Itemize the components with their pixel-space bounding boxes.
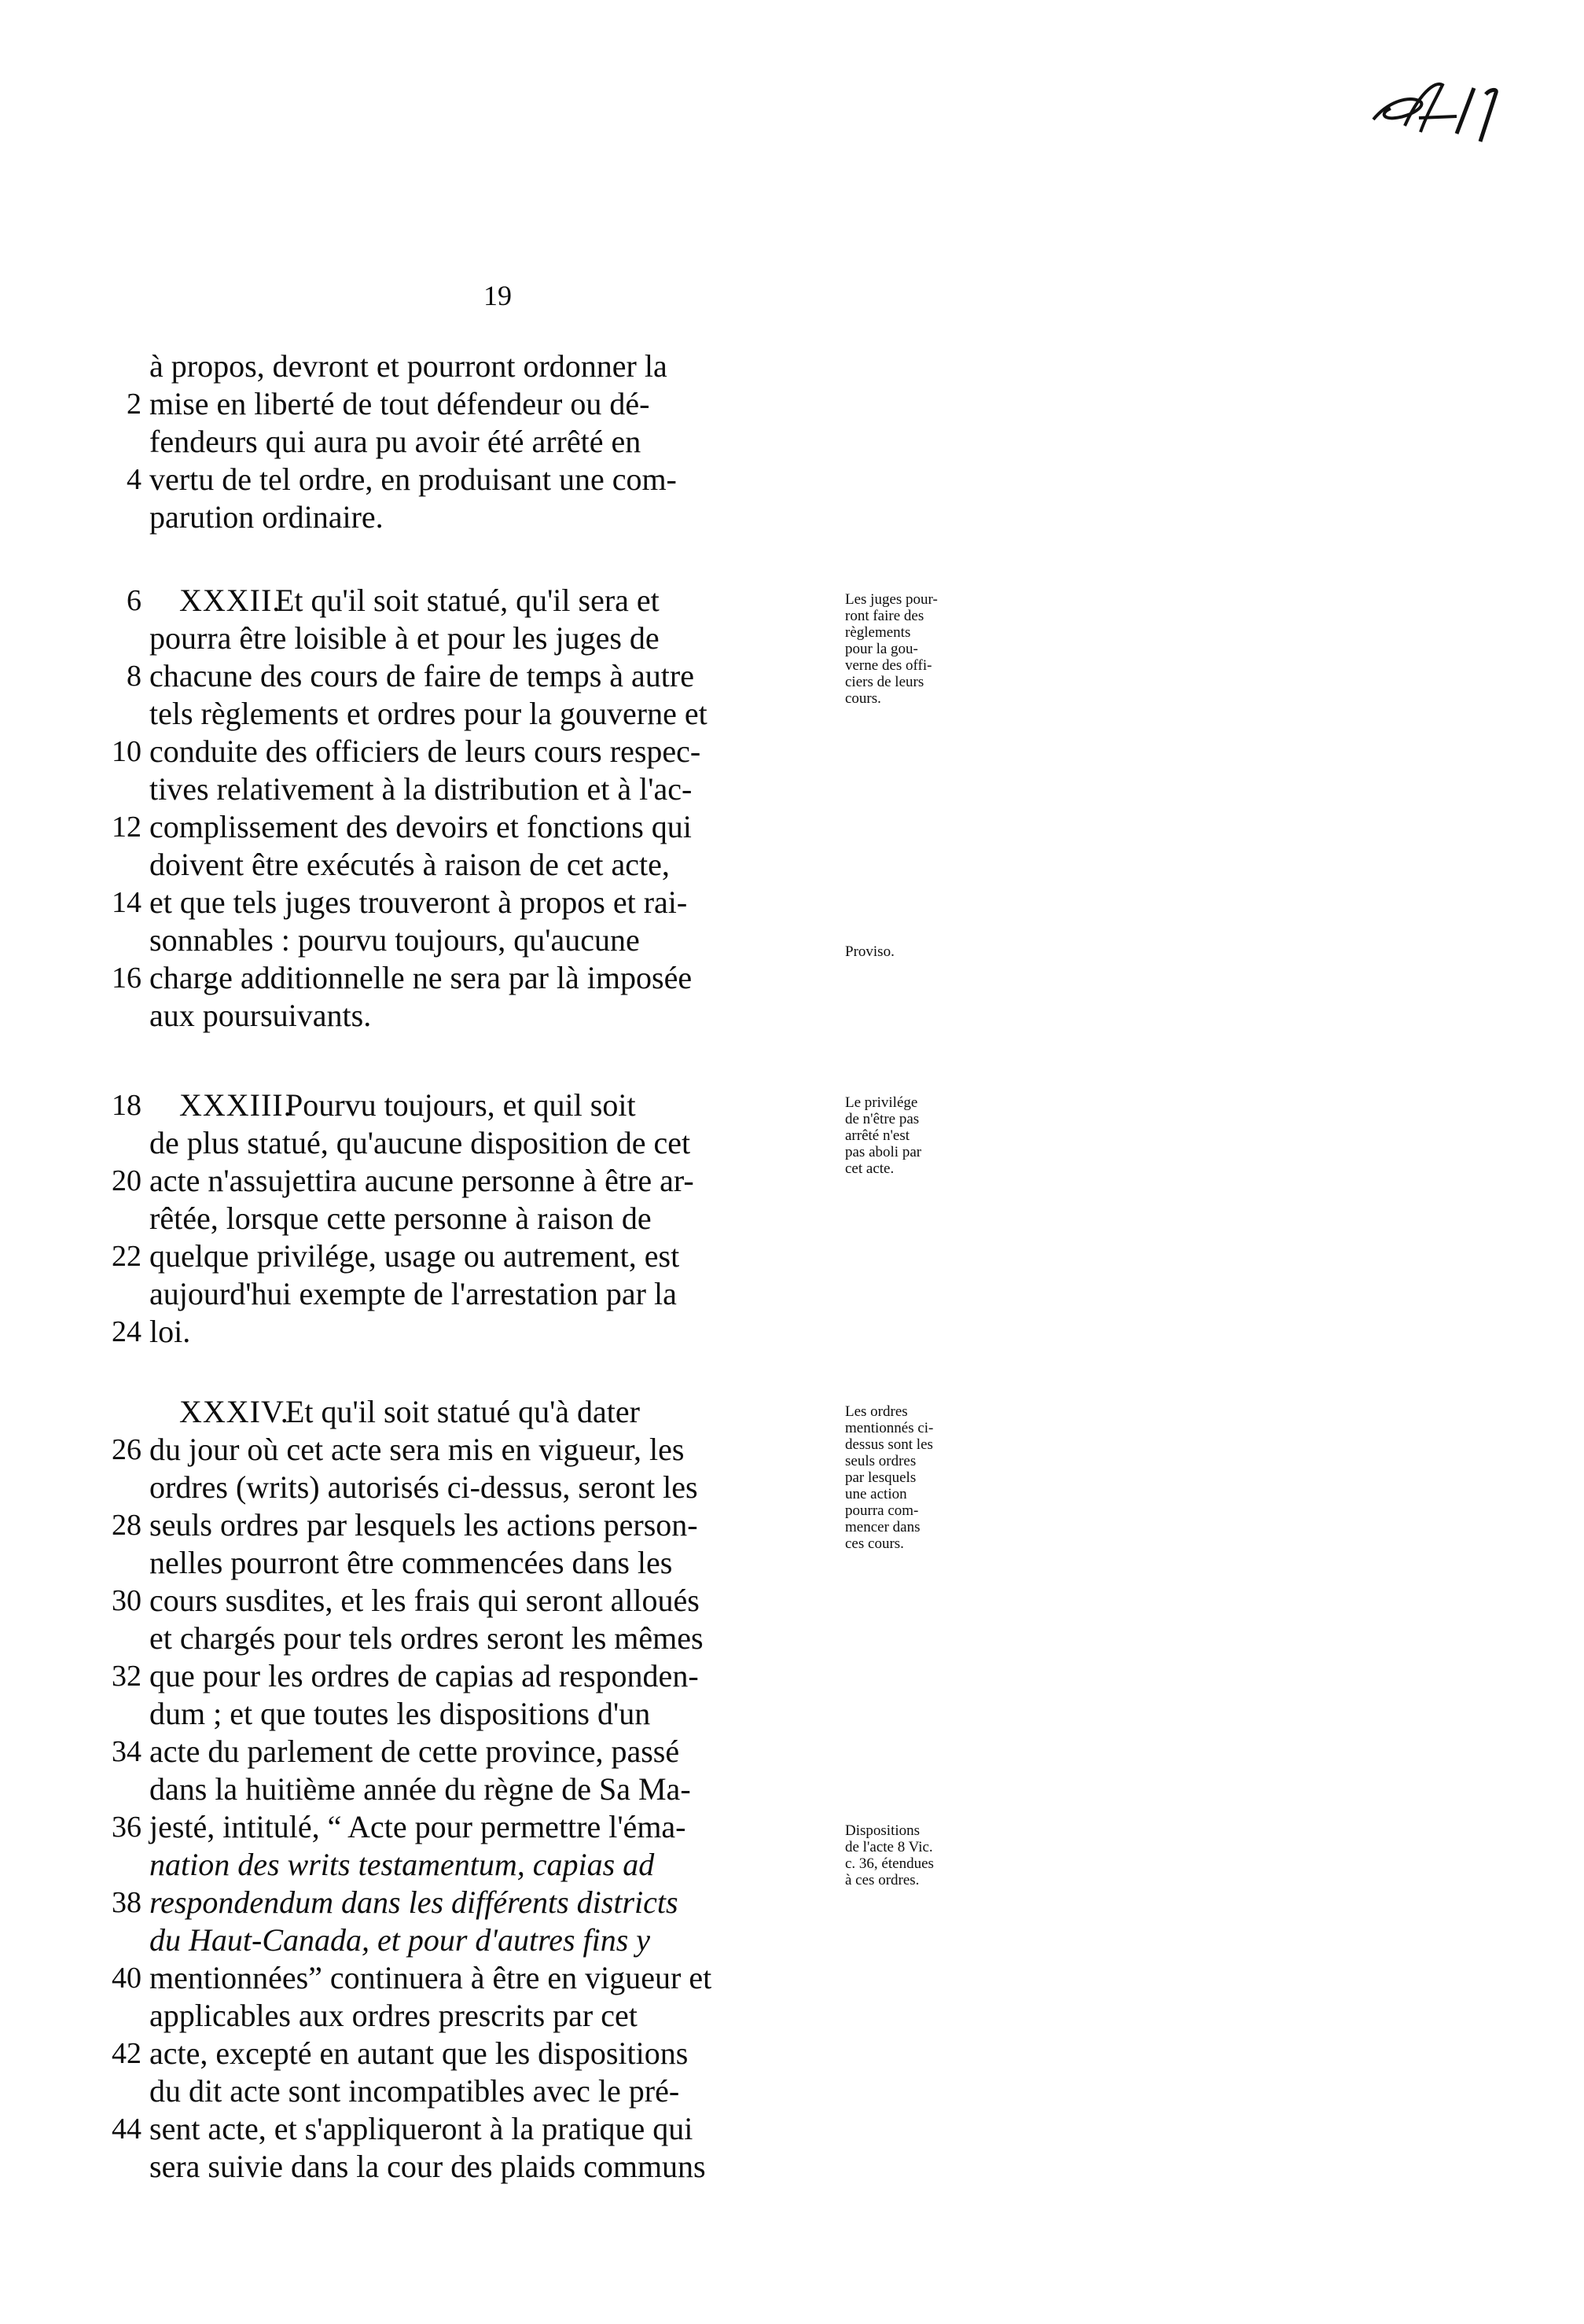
text-line: 24 loi. (79, 1313, 833, 1351)
text-line: applicables aux ordres prescrits par cet (149, 1998, 638, 2033)
section-heading: XXXII. (179, 583, 281, 618)
line-number: 44 (112, 2113, 141, 2146)
text-line: 10 conduite des officiers de leurs cours respec- (79, 733, 833, 770)
text-line: 20 acte n'assujettira aucune personne à être ar- (79, 1162, 833, 1200)
line-number: 34 (112, 1735, 141, 1768)
text-line: parution ordinaire. (149, 499, 384, 535)
line-number: 8 (127, 660, 141, 693)
margin-note: Les juges pour- ront faire des règlements pour la gou- verne des offi- ciers de leurs cours. (845, 591, 938, 707)
line-number: 12 (112, 811, 141, 844)
text-line: 8 chacune des cours de faire de temps à autre (79, 657, 833, 695)
text-line: ordres (writs) autorisés ci-dessus, seront les (149, 1469, 698, 1505)
text-line: 36 jesté, intitulé, “ Acte pour permettre l'éma- (79, 1808, 833, 1846)
text-line: à propos, devront et pourront ordonner la (149, 348, 667, 384)
section-xxxii (79, 582, 833, 1035)
text-line: du Haut-Canada, et pour d'autres fins y (149, 1922, 651, 1958)
line-number: 2 (127, 388, 141, 421)
line-number: 36 (112, 1811, 141, 1844)
margin-note-proviso: Proviso. (845, 943, 895, 960)
page-number: 19 (483, 280, 512, 311)
line-number: 18 (112, 1089, 141, 1122)
text-line: tels règlements et ordres pour la gouverne et (149, 696, 707, 731)
text-line: 4 vertu de tel ordre, en produisant une com- (79, 461, 833, 498)
text-line: doivent être exécutés à raison de cet acte, (149, 847, 670, 882)
text-line: dans la huitième année du règne de Sa Ma- (149, 1771, 691, 1807)
text-line: 44 sent acte, et s'appliqueront à la pratique qui (79, 2110, 833, 2148)
line-number: 32 (112, 1660, 141, 1693)
text-line: 34 acte du parlement de cette province, passé (79, 1733, 833, 1771)
text-line: 12 complissement des devoirs et fonctions qui (79, 808, 833, 846)
line-number: 42 (112, 2037, 141, 2070)
text-line: 14 et que tels juges trouveront à propos et rai- (79, 884, 833, 921)
text-line: nelles pourront être commencées dans les (149, 1545, 673, 1580)
line-number: 22 (112, 1240, 141, 1273)
line-number: 28 (112, 1509, 141, 1542)
text-line: pourra être loisible à et pour les juges de (149, 620, 660, 656)
line-number: 6 (127, 584, 141, 617)
handwritten-signature (1364, 71, 1509, 145)
section-heading: XXXIV. (179, 1394, 289, 1429)
text-line: sera suivie dans la cour des plaids communs (149, 2149, 706, 2184)
line-number: 20 (112, 1164, 141, 1197)
text-line: rêtée, lorsque cette personne à raison de (149, 1201, 652, 1236)
text-line: tives relativement à la distribution et à l'ac- (149, 771, 693, 807)
text-line: nation des writs testamentum, capias ad (149, 1847, 655, 1882)
line-number: 38 (112, 1886, 141, 1919)
text-line: du dit acte sont incompatibles avec le pré- (149, 2073, 680, 2109)
line-number: 16 (112, 962, 141, 995)
text-line: 30 cours susdites, et les frais qui seront alloués (79, 1582, 833, 1620)
margin-note: Le privilége de n'être pas arrêté n'est pas aboli par cet acte. (845, 1094, 922, 1177)
text-line: 28 seuls ordres par lesquels les actions person- (79, 1506, 833, 1544)
text-line: dum ; et que toutes les dispositions d'un (149, 1696, 651, 1731)
text-line: 22 quelque privilége, usage ou autrement, est (79, 1237, 833, 1275)
line-number: 30 (112, 1584, 141, 1617)
text-line: 2 mise en liberté de tout défendeur ou dé- (79, 385, 833, 423)
line-number: 4 (127, 463, 141, 496)
text-line: de plus statué, qu'aucune disposition de cet (149, 1125, 691, 1160)
text-line: 42 acte, excepté en autant que les dispositions (79, 2035, 833, 2072)
margin-note: Les ordres mentionnés ci- dessus sont les seuls ordres par lesquels une action pourra com- mencer dans ces cours. (845, 1403, 934, 1552)
text-line: 26 du jour où cet acte sera mis en vigueur, les (79, 1431, 833, 1469)
text-line: fendeurs qui aura pu avoir été arrêté en (149, 424, 641, 459)
text-line: 6 XXXII. Et qu'il soit statué, qu'il sera et (79, 582, 833, 620)
line-number: 10 (112, 735, 141, 768)
text-line: 38 respondendum dans les différents districts (79, 1884, 833, 1921)
text-line: et chargés pour tels ordres seront les mêmes (149, 1620, 704, 1656)
text-line: 40 mentionnées” continuera à être en vigueur et (79, 1959, 833, 1997)
text-line: 18 XXXIII. Pourvu toujours, et quil soit (79, 1087, 833, 1124)
text-line: sonnables : pourvu toujours, qu'aucune (149, 922, 640, 958)
line-number: 40 (112, 1962, 141, 1995)
line-number: 26 (112, 1433, 141, 1466)
text-line: aujourd'hui exempte de l'arrestation par la (149, 1276, 677, 1311)
text-line: XXXIV. Et qu'il soit statué qu'à dater (179, 1394, 640, 1429)
section-heading: XXXIII. (179, 1087, 292, 1123)
text-line: 32 que pour les ordres de capias ad responden- (79, 1657, 833, 1695)
line-number: 24 (112, 1315, 141, 1348)
section-xxxiv (79, 1393, 833, 2186)
text-line: 16 charge additionnelle ne sera par là imposée (79, 959, 833, 997)
margin-note: Dispositions de l'acte 8 Vic. c. 36, étendues à ces ordres. (845, 1822, 934, 1888)
section-xxxiii (79, 1087, 833, 1351)
text-line: aux poursuivants. (149, 998, 372, 1033)
line-number: 14 (112, 886, 141, 919)
paragraph-continuation (79, 347, 833, 536)
